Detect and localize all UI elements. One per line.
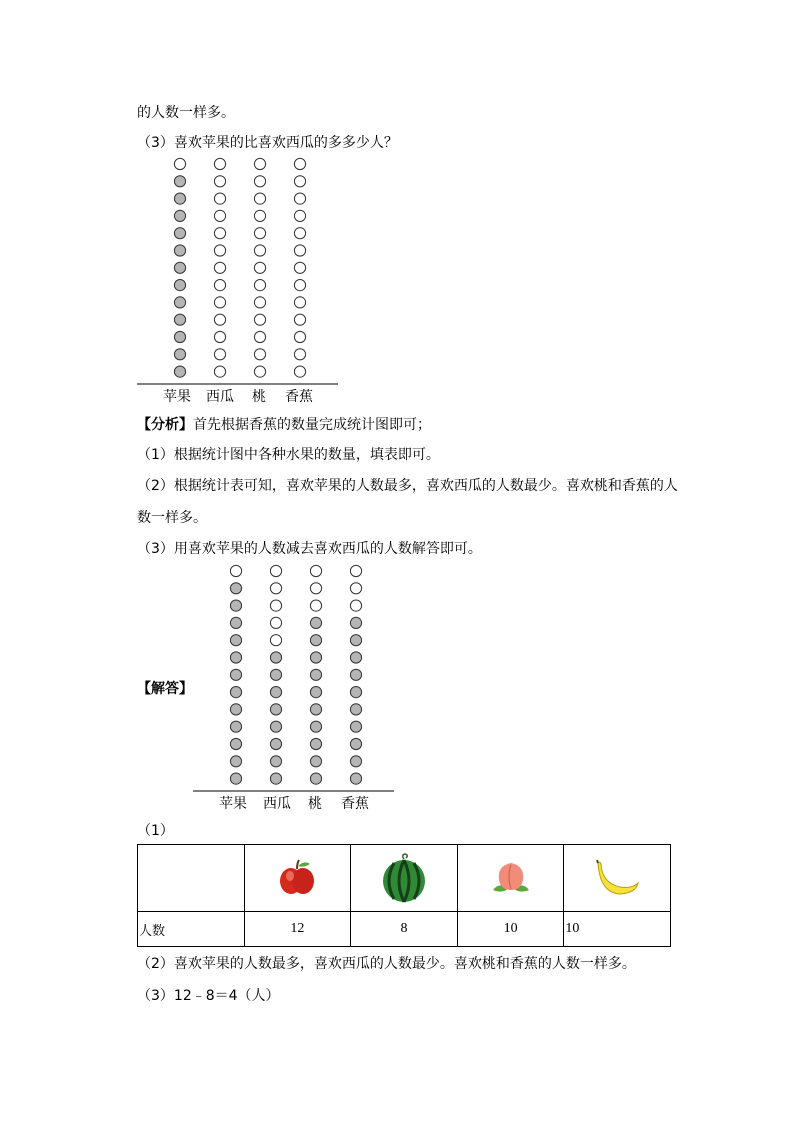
dot-香蕉-2 [350, 756, 361, 767]
dot-苹果-9 [230, 635, 241, 646]
analysis-line-1: （1）根据统计图中各种水果的数量，填表即可。 [137, 447, 440, 463]
dot-香蕉-4 [350, 721, 361, 732]
dot-桃-13 [310, 565, 321, 576]
dot-西瓜-7 [270, 669, 281, 680]
dot-桃-5 [254, 297, 265, 308]
dot-桃-1 [310, 773, 321, 784]
dot-苹果-6 [230, 687, 241, 698]
dot-苹果-6 [174, 280, 185, 291]
dot-香蕉-5 [294, 297, 305, 308]
fruit-count-table [137, 844, 671, 947]
dot-西瓜-13 [214, 158, 225, 169]
dot-西瓜-3 [214, 331, 225, 342]
table-cell-empty [138, 845, 245, 912]
dot-苹果-3 [174, 331, 185, 342]
dot-西瓜-2 [270, 756, 281, 767]
dot-苹果-13 [230, 565, 241, 576]
count-apple: 12 [244, 912, 351, 947]
dot-苹果-4 [174, 314, 185, 325]
dot-西瓜-6 [270, 687, 281, 698]
dot-苹果-11 [230, 600, 241, 611]
dot-chart-svg-1 [137, 155, 342, 410]
dot-chart-svg-2 [193, 562, 398, 818]
analysis-text-0: 首先根据香蕉的数量完成统计图即可； [193, 417, 431, 433]
dot-苹果-2 [174, 349, 185, 360]
dot-桃-1 [254, 366, 265, 377]
solution-tag: 【解答】 [137, 681, 193, 697]
dot-苹果-10 [230, 617, 241, 628]
analysis-line-3: 数一样多。 [137, 510, 207, 526]
dot-苹果-10 [174, 210, 185, 221]
dot-西瓜-2 [214, 349, 225, 360]
dot-桃-7 [254, 262, 265, 273]
category-label-peach: 桃 [308, 796, 322, 812]
prev-line-end: 的人数一样多。 [137, 105, 235, 121]
dot-香蕉-9 [294, 228, 305, 239]
dot-苹果-12 [174, 176, 185, 187]
category-label-apple: 苹果 [163, 389, 191, 405]
dot-香蕉-5 [350, 704, 361, 715]
dot-西瓜-10 [214, 210, 225, 221]
dot-西瓜-4 [214, 314, 225, 325]
dot-香蕉-1 [350, 773, 361, 784]
dot-chart-answer [193, 562, 398, 818]
analysis-line-0 [137, 416, 431, 434]
dot-香蕉-10 [350, 617, 361, 628]
dot-西瓜-11 [270, 600, 281, 611]
dot-西瓜-5 [214, 297, 225, 308]
dot-桃-9 [254, 228, 265, 239]
dot-西瓜-13 [270, 565, 281, 576]
dot-西瓜-6 [214, 280, 225, 291]
dot-香蕉-7 [350, 669, 361, 680]
solution-part-1-label: （1） [137, 823, 174, 839]
dot-桃-11 [310, 600, 321, 611]
dot-西瓜-12 [214, 176, 225, 187]
dot-香蕉-10 [294, 210, 305, 221]
dot-香蕉-8 [350, 652, 361, 663]
dot-桃-10 [254, 210, 265, 221]
dot-香蕉-3 [294, 331, 305, 342]
dot-桃-12 [310, 583, 321, 594]
dot-香蕉-3 [350, 738, 361, 749]
dot-西瓜-9 [270, 635, 281, 646]
dot-苹果-12 [230, 583, 241, 594]
dot-桃-6 [254, 280, 265, 291]
solution-part-2: （2）喜欢苹果的人数最多，喜欢西瓜的人数最少。喜欢桃和香蕉的人数一样多。 [137, 956, 636, 972]
dot-香蕉-6 [350, 687, 361, 698]
count-peach: 10 [457, 912, 564, 947]
table-cell-watermelon [351, 845, 458, 912]
category-label-banana: 香蕉 [341, 796, 369, 812]
dot-西瓜-4 [270, 721, 281, 732]
dot-桃-9 [310, 635, 321, 646]
question-3: （3）喜欢苹果的比喜欢西瓜的多多少人？ [137, 135, 398, 151]
category-label-banana: 香蕉 [285, 389, 313, 405]
dot-桃-3 [310, 738, 321, 749]
dot-桃-7 [310, 669, 321, 680]
dot-苹果-3 [230, 738, 241, 749]
category-label-apple: 苹果 [219, 796, 247, 812]
peach-icon [489, 860, 533, 896]
dot-苹果-5 [174, 297, 185, 308]
dot-桃-11 [254, 193, 265, 204]
dot-香蕉-12 [350, 583, 361, 594]
dot-苹果-4 [230, 721, 241, 732]
dot-香蕉-9 [350, 635, 361, 646]
dot-苹果-11 [174, 193, 185, 204]
dot-苹果-7 [174, 262, 185, 273]
dot-西瓜-1 [270, 773, 281, 784]
dot-西瓜-10 [270, 617, 281, 628]
dot-西瓜-8 [214, 245, 225, 256]
dot-桃-12 [254, 176, 265, 187]
table-cell-banana [564, 845, 671, 912]
apple-icon [277, 858, 317, 898]
dot-西瓜-7 [214, 262, 225, 273]
dot-桃-3 [254, 331, 265, 342]
dot-苹果-5 [230, 704, 241, 715]
banana-icon [592, 859, 642, 897]
analysis-line-4: （3）用喜欢苹果的人数减去喜欢西瓜的人数解答即可。 [137, 541, 482, 557]
dot-苹果-7 [230, 669, 241, 680]
dot-香蕉-6 [294, 280, 305, 291]
table-row-images [138, 845, 671, 912]
dot-苹果-1 [174, 366, 185, 377]
dot-香蕉-13 [294, 158, 305, 169]
dot-西瓜-8 [270, 652, 281, 663]
dot-苹果-1 [230, 773, 241, 784]
dot-西瓜-5 [270, 704, 281, 715]
dot-苹果-8 [230, 652, 241, 663]
dot-苹果-2 [230, 756, 241, 767]
dot-西瓜-11 [214, 193, 225, 204]
table-cell-apple [244, 845, 351, 912]
table-row-label: 人数 [138, 912, 245, 947]
category-label-watermelon: 西瓜 [206, 389, 234, 405]
dot-苹果-13 [174, 158, 185, 169]
category-label-watermelon: 西瓜 [263, 796, 291, 812]
dot-香蕉-13 [350, 565, 361, 576]
table-cell-peach [457, 845, 564, 912]
dot-香蕉-11 [294, 193, 305, 204]
dot-香蕉-8 [294, 245, 305, 256]
dot-西瓜-1 [214, 366, 225, 377]
analysis-tag: 【分析】 [137, 417, 193, 433]
table-row-counts [138, 912, 671, 947]
dot-桃-10 [310, 617, 321, 628]
dot-chart-question [137, 155, 342, 410]
dot-桃-6 [310, 687, 321, 698]
dot-桃-8 [254, 245, 265, 256]
dot-香蕉-2 [294, 349, 305, 360]
watermelon-icon [381, 853, 427, 903]
dot-桃-5 [310, 704, 321, 715]
dot-西瓜-9 [214, 228, 225, 239]
dot-西瓜-12 [270, 583, 281, 594]
dot-桃-2 [254, 349, 265, 360]
dot-桃-4 [310, 721, 321, 732]
dot-香蕉-7 [294, 262, 305, 273]
dot-苹果-8 [174, 245, 185, 256]
dot-香蕉-11 [350, 600, 361, 611]
analysis-line-2: （2）根据统计表可知，喜欢苹果的人数最多，喜欢西瓜的人数最少。喜欢桃和香蕉的人 [137, 478, 678, 494]
dot-香蕉-4 [294, 314, 305, 325]
count-banana: 10 [564, 912, 671, 947]
dot-桃-8 [310, 652, 321, 663]
dot-香蕉-1 [294, 366, 305, 377]
count-watermelon: 8 [351, 912, 458, 947]
solution-part-3: （3）12﹣8＝4（人） [137, 988, 280, 1004]
dot-西瓜-3 [270, 738, 281, 749]
dot-苹果-9 [174, 228, 185, 239]
dot-桃-13 [254, 158, 265, 169]
dot-桃-4 [254, 314, 265, 325]
dot-香蕉-12 [294, 176, 305, 187]
dot-桃-2 [310, 756, 321, 767]
category-label-peach: 桃 [252, 389, 266, 405]
